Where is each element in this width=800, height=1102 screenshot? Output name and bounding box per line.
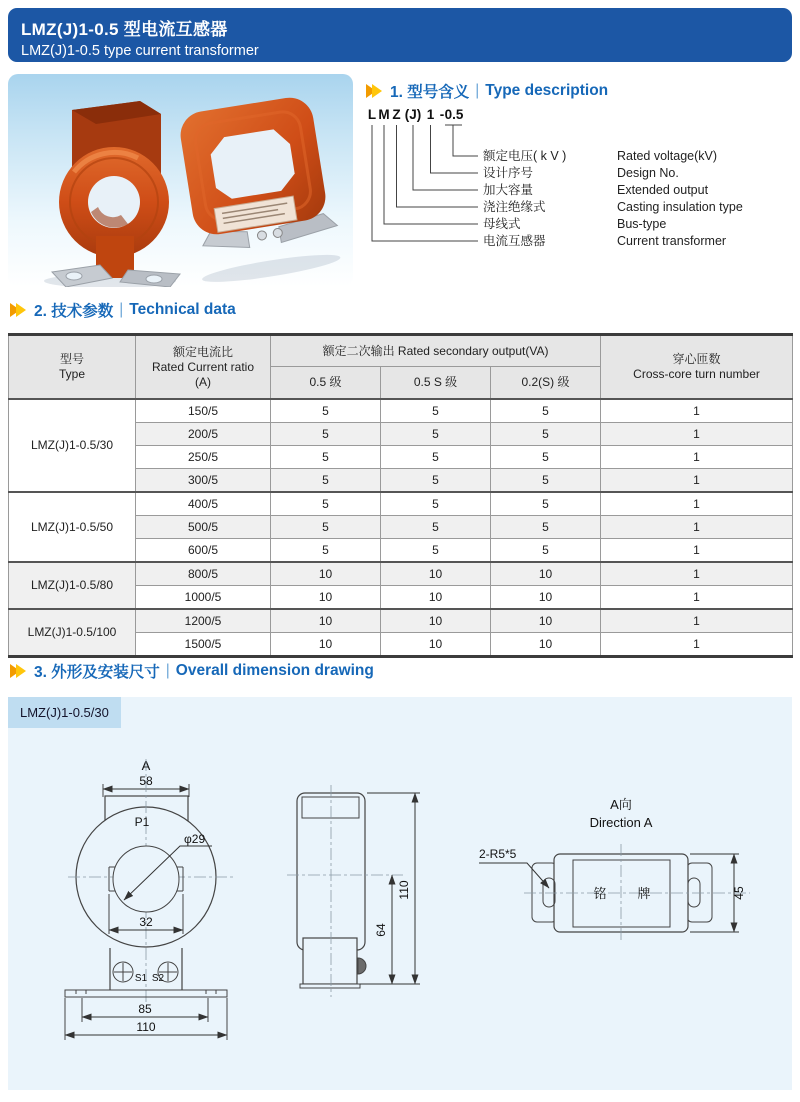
dim-85: 85 <box>138 1002 152 1016</box>
output-cell: 10 <box>491 562 601 586</box>
drawing-model-tab: LMZ(J)1-0.5/30 <box>8 697 121 728</box>
ratio-cell: 300/5 <box>136 469 271 493</box>
col-header-ratio-unit: (A) <box>195 374 211 389</box>
ct-oval <box>176 93 343 287</box>
output-cell: 5 <box>381 539 491 563</box>
output-cell: 5 <box>381 446 491 469</box>
code-char: 0.5 <box>444 107 464 122</box>
code-meaning-zh: 设计序号 <box>483 166 534 180</box>
col-header-output-zh: 额定二次输出 <box>322 343 395 358</box>
product-photo-illustration <box>8 74 353 287</box>
section3-separator: | <box>165 662 170 679</box>
output-cell: 5 <box>491 492 601 516</box>
section-heading-dimension-drawing <box>10 660 374 682</box>
code-char: - <box>439 107 445 122</box>
section1-title-en: Type description <box>485 82 609 99</box>
col-header-turns-en: Cross-core turn number <box>633 367 760 381</box>
arrow-icon <box>372 84 382 98</box>
ratio-cell: 800/5 <box>136 562 271 586</box>
section2-separator: | <box>119 301 124 318</box>
section1-title-zh: 1. 型号含义 <box>390 84 470 101</box>
turns-cell: 1 <box>601 586 793 610</box>
code-meaning-en: Bus-type <box>617 217 667 231</box>
ratio-cell: 400/5 <box>136 492 271 516</box>
nameplate-char: 牌 <box>637 886 651 901</box>
code-meaning-zh: 浇注绝缘式 <box>483 200 546 214</box>
turns-cell: 1 <box>601 539 793 563</box>
table-header <box>9 335 793 400</box>
code-meaning-en: Extended output <box>617 183 709 197</box>
output-cell: 5 <box>271 539 381 563</box>
output-cell: 10 <box>381 562 491 586</box>
code-meaning-en: Current transformer <box>617 234 727 248</box>
output-cell: 10 <box>381 633 491 657</box>
code-meaning-zh: 母线式 <box>483 217 521 231</box>
ratio-cell: 600/5 <box>136 539 271 563</box>
turns-cell: 1 <box>601 609 793 633</box>
ratio-cell: 1000/5 <box>136 586 271 610</box>
terminal-label-p1: P1 <box>134 815 150 829</box>
turns-cell: 1 <box>601 399 793 423</box>
technical-data-table <box>8 333 793 658</box>
code-meaning-en: Design No. <box>617 166 679 180</box>
output-cell: 5 <box>381 516 491 539</box>
front-view <box>65 758 234 1040</box>
type-cell: LMZ(J)1-0.5/50 <box>9 492 136 562</box>
product-photo <box>8 74 353 287</box>
output-cell: 10 <box>271 586 381 610</box>
output-cell: 5 <box>271 446 381 469</box>
output-cell: 5 <box>381 469 491 493</box>
col-header-output <box>271 335 601 367</box>
ratio-cell: 250/5 <box>136 446 271 469</box>
dim-110-side: 110 <box>397 880 411 900</box>
view-label: A <box>141 758 151 773</box>
output-cell: 10 <box>381 586 491 610</box>
table-row <box>9 399 793 423</box>
code-char: (J) <box>404 107 422 122</box>
page-title-en: LMZ(J)1-0.5 type current transformer <box>21 43 259 59</box>
page-title-zh: LMZ(J)1-0.5 型电流互感器 <box>21 20 228 39</box>
output-cell: 10 <box>491 633 601 657</box>
output-cell: 5 <box>271 492 381 516</box>
output-cell: 5 <box>381 492 491 516</box>
table-body <box>9 399 793 657</box>
ratio-cell: 1500/5 <box>136 633 271 657</box>
turns-cell: 1 <box>601 492 793 516</box>
output-cell: 10 <box>381 609 491 633</box>
dim-64: 64 <box>374 923 388 937</box>
output-cell: 5 <box>491 469 601 493</box>
output-cell: 5 <box>491 399 601 423</box>
turns-cell: 1 <box>601 446 793 469</box>
table-row <box>9 562 793 586</box>
output-cell: 10 <box>491 609 601 633</box>
section2-title-en: Technical data <box>129 301 236 318</box>
table-row <box>9 609 793 633</box>
screw-label-s1: S1 <box>134 973 148 984</box>
dim-110-front: 110 <box>136 1020 156 1034</box>
output-cell: 5 <box>271 469 381 493</box>
col-header-turns-zh: 穿心匝数 <box>672 352 721 366</box>
col-header-ratio-en: Rated Current ratio <box>151 359 255 374</box>
output-cell: 5 <box>381 423 491 446</box>
code-char: Z <box>392 107 401 122</box>
col-header-class-05: 0.5 级 <box>271 367 381 400</box>
code-meaning-en: Rated voltage(kV) <box>617 149 718 163</box>
col-header-output-en: Rated secondary output(VA) <box>397 343 549 358</box>
turns-cell: 1 <box>601 469 793 493</box>
output-cell: 10 <box>271 633 381 657</box>
ratio-cell: 200/5 <box>136 423 271 446</box>
section2-title-zh: 2. 技术参数 <box>34 303 114 320</box>
section3-title-en: Overall dimension drawing <box>175 662 374 679</box>
code-char: M <box>378 107 390 122</box>
type-code-diagram <box>362 99 797 284</box>
dimension-drawing <box>8 697 792 1090</box>
output-cell: 10 <box>271 562 381 586</box>
direction-a-view <box>479 797 750 943</box>
nameplate-char: 铭 <box>593 886 607 901</box>
output-cell: 5 <box>381 399 491 423</box>
dim-58: 58 <box>139 774 153 788</box>
screw-label-s2: S2 <box>151 973 165 984</box>
output-cell: 5 <box>271 516 381 539</box>
code-char: 1 <box>426 107 435 122</box>
arrow-icon <box>16 664 26 678</box>
col-header-ratio-zh: 额定电流比 <box>172 344 233 359</box>
direction-a-title-zh: A向 <box>610 797 632 812</box>
col-header-turns <box>601 335 793 400</box>
output-cell: 5 <box>491 446 601 469</box>
slot-label: 2-R5*5 <box>479 847 517 861</box>
output-cell: 5 <box>491 516 601 539</box>
dim-32: 32 <box>139 915 153 929</box>
output-cell: 5 <box>491 423 601 446</box>
type-cell: LMZ(J)1-0.5/30 <box>9 399 136 492</box>
code-meaning-zh: 额定电压( k V ) <box>483 149 567 163</box>
output-cell: 5 <box>271 399 381 423</box>
code-meaning-zh: 加大容量 <box>483 183 534 197</box>
ratio-cell: 150/5 <box>136 399 271 423</box>
col-header-type <box>9 335 136 400</box>
arrow-icon <box>16 303 26 317</box>
col-header-class-05s: 0.5 S 级 <box>381 367 491 400</box>
side-view <box>287 785 420 997</box>
code-meaning-en: Casting insulation type <box>617 200 743 214</box>
col-header-type-en: Type <box>58 367 85 381</box>
col-header-ratio <box>136 335 271 400</box>
code-char: L <box>367 107 377 122</box>
output-cell: 10 <box>271 609 381 633</box>
ratio-cell: 500/5 <box>136 516 271 539</box>
dim-hole-dia: φ29 <box>184 832 206 846</box>
direction-a-title-en: Direction A <box>589 815 653 830</box>
dim-45: 45 <box>732 886 746 900</box>
page-header <box>8 8 792 62</box>
col-header-type-zh: 型号 <box>59 352 84 366</box>
code-meaning-zh: 电流互感器 <box>483 234 546 248</box>
section-heading-technical-data <box>10 299 236 321</box>
turns-cell: 1 <box>601 633 793 657</box>
table-row <box>9 492 793 516</box>
ratio-cell: 1200/5 <box>136 609 271 633</box>
turns-cell: 1 <box>601 423 793 446</box>
output-cell: 5 <box>491 539 601 563</box>
ct-round <box>44 101 180 287</box>
dimension-drawing-panel <box>8 697 792 1090</box>
output-cell: 5 <box>271 423 381 446</box>
type-cell: LMZ(J)1-0.5/100 <box>9 609 136 657</box>
output-cell: 10 <box>491 586 601 610</box>
type-cell: LMZ(J)1-0.5/80 <box>9 562 136 609</box>
section1-separator: | <box>475 82 480 99</box>
turns-cell: 1 <box>601 562 793 586</box>
section3-title-zh: 3. 外形及安装尺寸 <box>34 664 160 681</box>
col-header-class-02s: 0.2(S) 级 <box>491 367 601 400</box>
turns-cell: 1 <box>601 516 793 539</box>
